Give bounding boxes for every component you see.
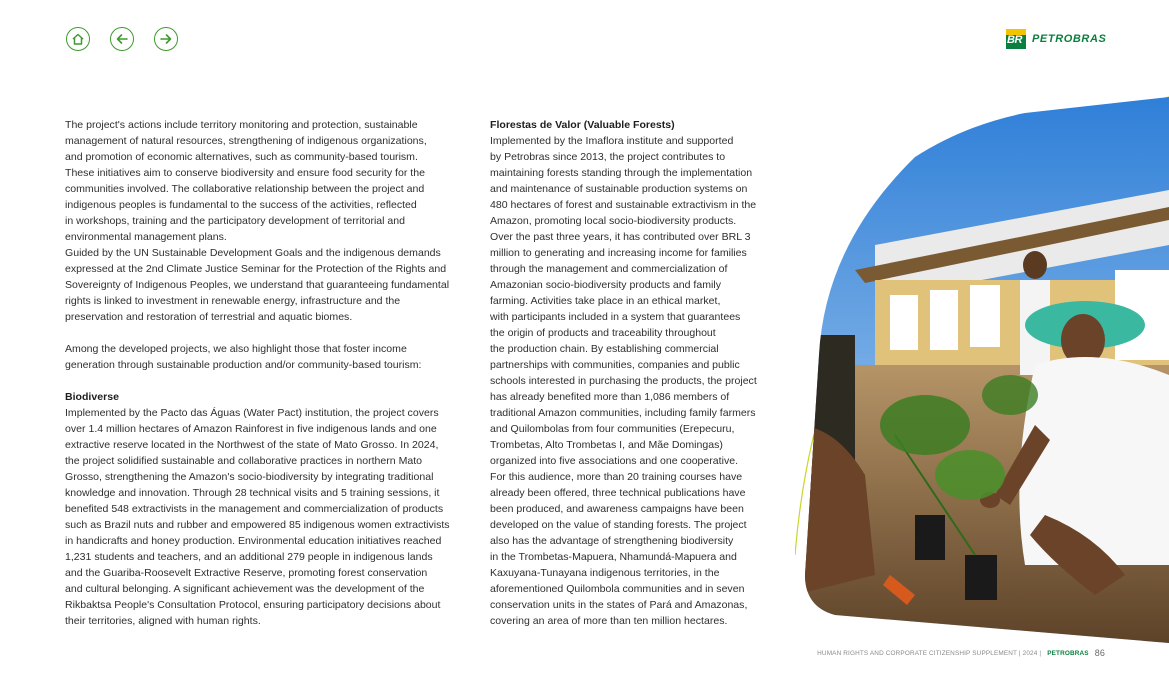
text-line: The project's actions include territory monitoring and protection, sustainable xyxy=(65,119,418,131)
text-line: generation through sustainable production and/or community-based tourism: xyxy=(65,359,422,371)
arrow-right-icon xyxy=(159,32,173,46)
next-page-button[interactable] xyxy=(154,27,178,51)
text-line: Guided by the UN Sustainable Development Goals and the indigenous demands xyxy=(65,247,441,259)
text-line: conservation units in the states of Pará and Amazonas, xyxy=(490,599,748,611)
text-line: Among the developed projects, we also highlight those that foster income xyxy=(65,343,407,355)
text-line: Rikbaktsa People's Consultation Protocol, ensuring participatory decisions about xyxy=(65,599,441,611)
text-line: rights is linked to investment in renewable energy, infrastructure and the xyxy=(65,295,401,307)
text-line: in handicrafts and honey production. Environmental education initiatives reached xyxy=(65,535,442,547)
text-line: farming. Activities take place in an ethical market, xyxy=(490,295,721,307)
text-line: in workshops, training and the participatory development of territorial and xyxy=(65,215,406,227)
logo-wordmark: PETROBRAS xyxy=(1032,33,1107,45)
text-line: and promotion of economic alternatives, such as community-based tourism. xyxy=(65,151,418,163)
text-line: the production chain. By establishing commercial xyxy=(490,343,719,355)
text-line: and the Guariba-Roosevelt Extractive Reserve, promoting forest conservation xyxy=(65,567,428,579)
footer-title: HUMAN RIGHTS AND CORPORATE CITIZENSHIP SUPPLEMENT | 2024 | xyxy=(817,649,1042,657)
text-line: These initiatives aim to conserve biodiversity and ensure food security for the xyxy=(65,167,425,179)
planting-photo xyxy=(795,95,1169,655)
florestas-heading: Florestas de Valor (Valuable Forests) xyxy=(490,119,675,131)
text-line: through the management and commercialization of xyxy=(490,263,728,275)
text-line: by Petrobras since 2013, the project contributes to xyxy=(490,151,726,163)
text-line: organized into five associations and one cooperative. xyxy=(490,455,739,467)
text-line: Implemented by the Imaflora institute and supported xyxy=(490,135,734,147)
text-line: Trombetas, Alto Trombetas I, and Mãe Domingas) xyxy=(490,439,723,451)
text-line: For this audience, more than 20 training courses have xyxy=(490,471,743,483)
home-icon xyxy=(71,32,85,46)
page-footer xyxy=(817,648,1105,658)
text-line: partnerships with communities, companies and public xyxy=(490,359,740,371)
arrow-left-icon xyxy=(115,32,129,46)
text-line: Kaxuyana-Tunayana indigenous territories, in the xyxy=(490,567,720,579)
petrobras-logo xyxy=(1006,29,1106,49)
text-line: Amazonian socio-biodiversity products and family xyxy=(490,279,721,291)
text-line: schools interested in purchasing the products, the project xyxy=(490,375,757,387)
text-line: Over the past three years, it has contributed over BRL 3 xyxy=(490,231,751,243)
right-text-column xyxy=(490,117,780,629)
text-line: communities involved. The collaborative relationship between the project and xyxy=(65,183,425,195)
text-line: been produced, and awareness campaigns have been xyxy=(490,503,744,515)
left-text-column xyxy=(65,117,470,629)
text-line: covering an area of more than ten million hectares. xyxy=(490,615,728,627)
text-line: Implemented by the Pacto das Águas (Water Pact) institution, the project covers xyxy=(65,407,439,419)
footer-brand: PETROBRAS xyxy=(1047,649,1089,657)
highlight-paragraph xyxy=(65,341,470,373)
text-line: environmental management plans. xyxy=(65,231,227,243)
text-line: maintaining forests standing through the implementation xyxy=(490,167,753,179)
text-line: Sovereignty of Indigenous Peoples, we understand that guaranteeing fundamental xyxy=(65,279,450,291)
text-line: and Quilombolas from four communities (Erepecuru, xyxy=(490,423,735,435)
text-line: also has the advantage of strengthening biodiversity xyxy=(490,535,734,547)
text-line: 480 hectares of forest and sustainable extractivism in the xyxy=(490,199,757,211)
text-line: has already benefited more than 1,086 members of xyxy=(490,391,730,403)
florestas-paragraph xyxy=(490,133,780,629)
page-number: 86 xyxy=(1094,648,1105,658)
text-line: in the Trombetas-Mapuera, Nhamundá-Mapuera and xyxy=(490,551,737,563)
text-line: knowledge and innovation. Through 28 technical visits and 5 training sessions, it xyxy=(65,487,440,499)
biodiverse-heading: Biodiverse xyxy=(65,391,119,403)
text-line: the origin of products and traceability throughout xyxy=(490,327,716,339)
text-line: extractive reserve located in the Northwest of the state of Mato Grosso. In 2024, xyxy=(65,439,439,451)
text-line: aforementioned Quilombola communities and in seven xyxy=(490,583,745,595)
text-line: their territories, aligned with human rights. xyxy=(65,615,261,627)
text-line: million to generating and increasing income for families xyxy=(490,247,747,259)
biodiverse-paragraph xyxy=(65,405,470,629)
text-line: Amazon, promoting local socio-biodiversity products. xyxy=(490,215,737,227)
home-button[interactable] xyxy=(66,27,90,51)
text-line: 1,231 students and teachers, and an additional 279 people in indigenous lands xyxy=(65,551,433,563)
text-line: expressed at the 2nd Climate Justice Seminar for the Protection of the Rights and xyxy=(65,263,447,275)
text-line: indigenous peoples is fundamental to the success of the activities, reflected xyxy=(65,199,417,211)
text-line: preservation and restoration of terrestrial and aquatic biomes. xyxy=(65,311,353,323)
text-line: developed on the value of standing forests. The project xyxy=(490,519,747,531)
text-line: benefited 548 extractivists in the management and commercialization of products xyxy=(65,503,444,515)
text-line: such as Brazil nuts and rubber and empowered 85 indigenous women extractivists xyxy=(65,519,450,531)
text-line: Grosso, strengthening the Amazon's socio-biodiversity by integrating traditional xyxy=(65,471,434,483)
text-line: management of natural resources, strengthening of indigenous organizations, xyxy=(65,135,427,147)
text-line: traditional Amazon communities, including family farmers xyxy=(490,407,756,419)
text-line: already been offered, three technical publications have xyxy=(490,487,746,499)
text-line: over 1.4 million hectares of Amazon Rainforest in five indigenous lands and one xyxy=(65,423,437,435)
text-line: the project solidified sustainable and collaborative practices in northern Mato xyxy=(65,455,423,467)
text-line: and maintenance of sustainable production systems on xyxy=(490,183,748,195)
intro-paragraphs xyxy=(65,117,470,325)
text-line: with participants included in a system that guarantees xyxy=(490,311,741,323)
previous-page-button[interactable] xyxy=(110,27,134,51)
text-line: and cultural belonging. A significant achievement was the development of the xyxy=(65,583,425,595)
br-logo-mark: BR xyxy=(1006,29,1026,49)
